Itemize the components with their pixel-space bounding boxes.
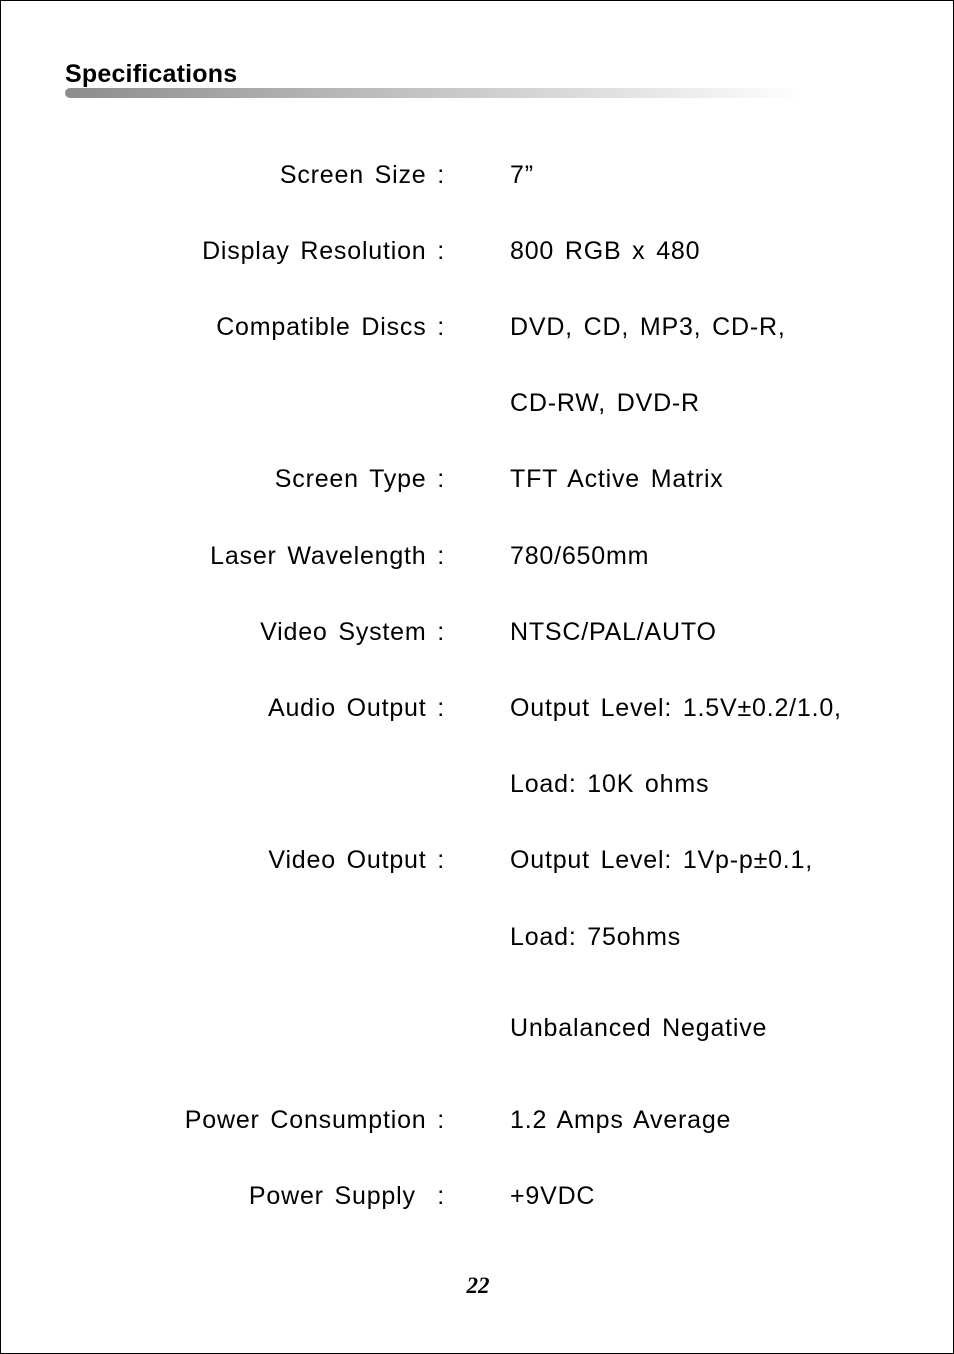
spec-row-audio-output-cont [1,770,954,804]
spec-row-laser-wavelength [1,542,954,576]
spec-row-video-system [1,618,954,652]
spec-row-screen-size [1,161,954,195]
spec-label: Power Supply : [248,1182,445,1210]
title-underline-rule [65,88,805,98]
spec-row-compatible-discs [1,313,954,347]
spec-value: 800 RGB x 480 [510,237,701,265]
spec-value: Load: 75ohms [510,923,682,951]
section-title: Specifications [65,60,238,88]
spec-value: NTSC/PAL/AUTO [510,618,717,646]
spec-label: Audio Output : [267,694,445,722]
spec-row-power-consumption [1,1106,954,1140]
spec-row-display-resolution [1,237,954,271]
spec-value: 780/650mm [510,542,650,570]
spec-row-video-output [1,846,954,880]
spec-value: Output Level: 1.5V±0.2/1.0, [510,694,842,722]
spec-row-compatible-discs-cont [1,389,954,423]
spec-value: Load: 10K ohms [510,770,710,798]
spec-label: Display Resolution : [202,237,445,265]
spec-value: 1.2 Amps Average [510,1106,732,1134]
spec-value: TFT Active Matrix [510,465,724,493]
spec-label: Compatible Discs : [216,313,445,341]
spec-value: CD-RW, DVD-R [510,389,700,417]
spec-label: Video Output : [268,846,445,874]
spec-row-audio-output [1,694,954,728]
spec-label: Laser Wavelength : [210,542,445,570]
spec-label: Screen Size : [279,161,445,189]
spec-value: 7” [510,161,534,189]
spec-value: +9VDC [510,1182,596,1210]
spec-row-video-output-load [1,923,954,957]
spec-row-screen-type [1,465,954,499]
spec-label: Video System : [260,618,445,646]
spec-label: Screen Type : [274,465,445,493]
spec-value: Unbalanced Negative [510,1014,768,1042]
spec-row-power-supply [1,1182,954,1216]
spec-row-video-output-unbalanced [1,1014,954,1048]
page-number: 22 [466,1273,490,1298]
spec-value: Output Level: 1Vp-p±0.1, [510,846,813,874]
spec-value: DVD, CD, MP3, CD-R, [510,313,786,341]
spec-label: Power Consumption : [184,1106,445,1134]
